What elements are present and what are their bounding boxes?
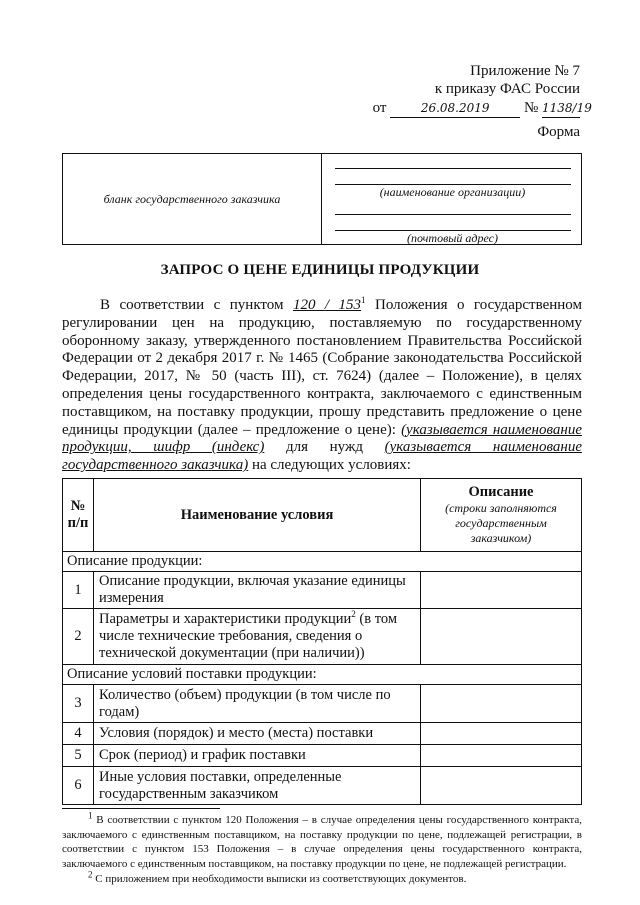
table-row [63,723,582,745]
section-delivery-label: Описание условий поставки продукции: [63,665,582,685]
row-description-cell[interactable] [421,723,582,745]
table-row [63,745,582,767]
customer-blank-label: бланк государственного заказчика [103,192,281,206]
row-condition [94,609,421,665]
row-condition-text-2: (в том числе технические требования, сведения о технической документации (при наличии)) [99,611,398,661]
row-description-cell[interactable] [421,767,582,805]
row-condition: Условия (порядок) и место (места) поставки [94,723,421,745]
col-name-header: Наименование условия [94,479,421,552]
letterhead-box [62,153,582,245]
footnote-1-mark: 1 [88,810,93,821]
number-prefix: № [523,100,539,116]
body-text-4: на следующих условиях: [248,457,411,474]
table-header-row [63,479,582,552]
row-number: 3 [63,685,94,723]
table-row [63,572,582,609]
point-reference: 120 / 153 [292,297,362,313]
address-caption: (почтовый адрес) [407,231,498,245]
footnote-separator [62,808,220,809]
org-line-1 [335,168,571,169]
col-desc-header [421,479,582,552]
appendix-label: Приложение № 7 [470,63,580,79]
row-condition: Описание продукции, включая указание единицы измерения [94,572,421,609]
body-text-2: Положения о государственном регулировании цен на продукцию, поставляемую по государственному оборонному заказу, утвержденного постановлением Правительства Российской Федерации от 2 декабря 2017 г. № 1465 (Собрание законодательства Российской Федерации, 2017, № 50 (часть III), ст. 7624) (далее – Положение), в целях определения цены государственного контракта, заключаемого с единственным поставщиком, на поставку продукции, прошу представить предложение о цене единицы продукции (далее – предложение о цене): [62,297,582,438]
row-condition: Срок (период) и график поставки [94,745,421,767]
body-text-3: для нужд [264,439,385,456]
section-product-label: Описание продукции: [63,552,582,572]
row-description-cell[interactable] [421,685,582,723]
footnote-ref-2: 2 [351,609,356,620]
col-desc-title: Описание [468,484,534,500]
row-number: 5 [63,745,94,767]
address-line-1 [335,214,571,215]
footnote-1 [62,810,582,871]
footnote-ref-1: 1 [361,295,366,305]
body-text-1: В соответствии с пунктом [100,297,284,313]
section-row-delivery [63,665,582,685]
col-desc-subtitle: (строки заполняются государственным заказчиком) [445,501,557,545]
order-label: к приказу ФАС России [434,81,580,97]
conditions-table [62,478,582,805]
footnote-2 [62,869,582,887]
order-number: 1138/19 [542,99,580,118]
row-number: 4 [63,723,94,745]
request-paragraph [62,297,582,475]
order-date-line [372,99,592,118]
document-title: ЗАПРОС О ЦЕНЕ ЕДИНИЦЫ ПРОДУКЦИИ [160,262,480,278]
row-number: 6 [63,767,94,805]
section-row-product [63,552,582,572]
product-reference: (указывается наименование продукции, шифр (индекс) [62,421,582,456]
row-description-cell[interactable] [421,609,582,665]
customer-reference: (указывается наименование государственного заказчика) [62,439,583,474]
row-condition: Иные условия поставки, определенные государственным заказчиком [94,767,421,805]
col-num-header: № п/п [63,479,94,552]
footnote-1-text: В соответствии с пунктом 120 Положения – в случае определения цены государственного контракта, заключаемого с единственным поставщиком, на поставку продукции по цене, подлежащей регистрации, в соответствии с пунктом 153 Положения – в случае определения цены государственного контракта, заключаемого с единственным поставщиком, на поставку продукции по цене, не подлежащей регистрации. [62,814,582,870]
table-row [63,609,582,665]
table-row [63,685,582,723]
row-description-cell[interactable] [421,745,582,767]
form-label: Форма [537,124,580,140]
date-prefix: от [372,100,387,116]
row-number: 2 [63,609,94,665]
row-number: 1 [63,572,94,609]
row-description-cell[interactable] [421,572,582,609]
org-caption: (наименование организации) [379,185,526,199]
row-condition: Количество (объем) продукции (в том числе по годам) [94,685,421,723]
footnote-2-mark: 2 [88,869,93,880]
footnote-2-text: С приложением при необходимости выписки из соответствующих документов. [95,873,467,885]
table-row [63,767,582,805]
row-condition-text: Параметры и характеристики продукции [99,611,352,627]
order-date: 26.08.2019 [390,99,520,118]
